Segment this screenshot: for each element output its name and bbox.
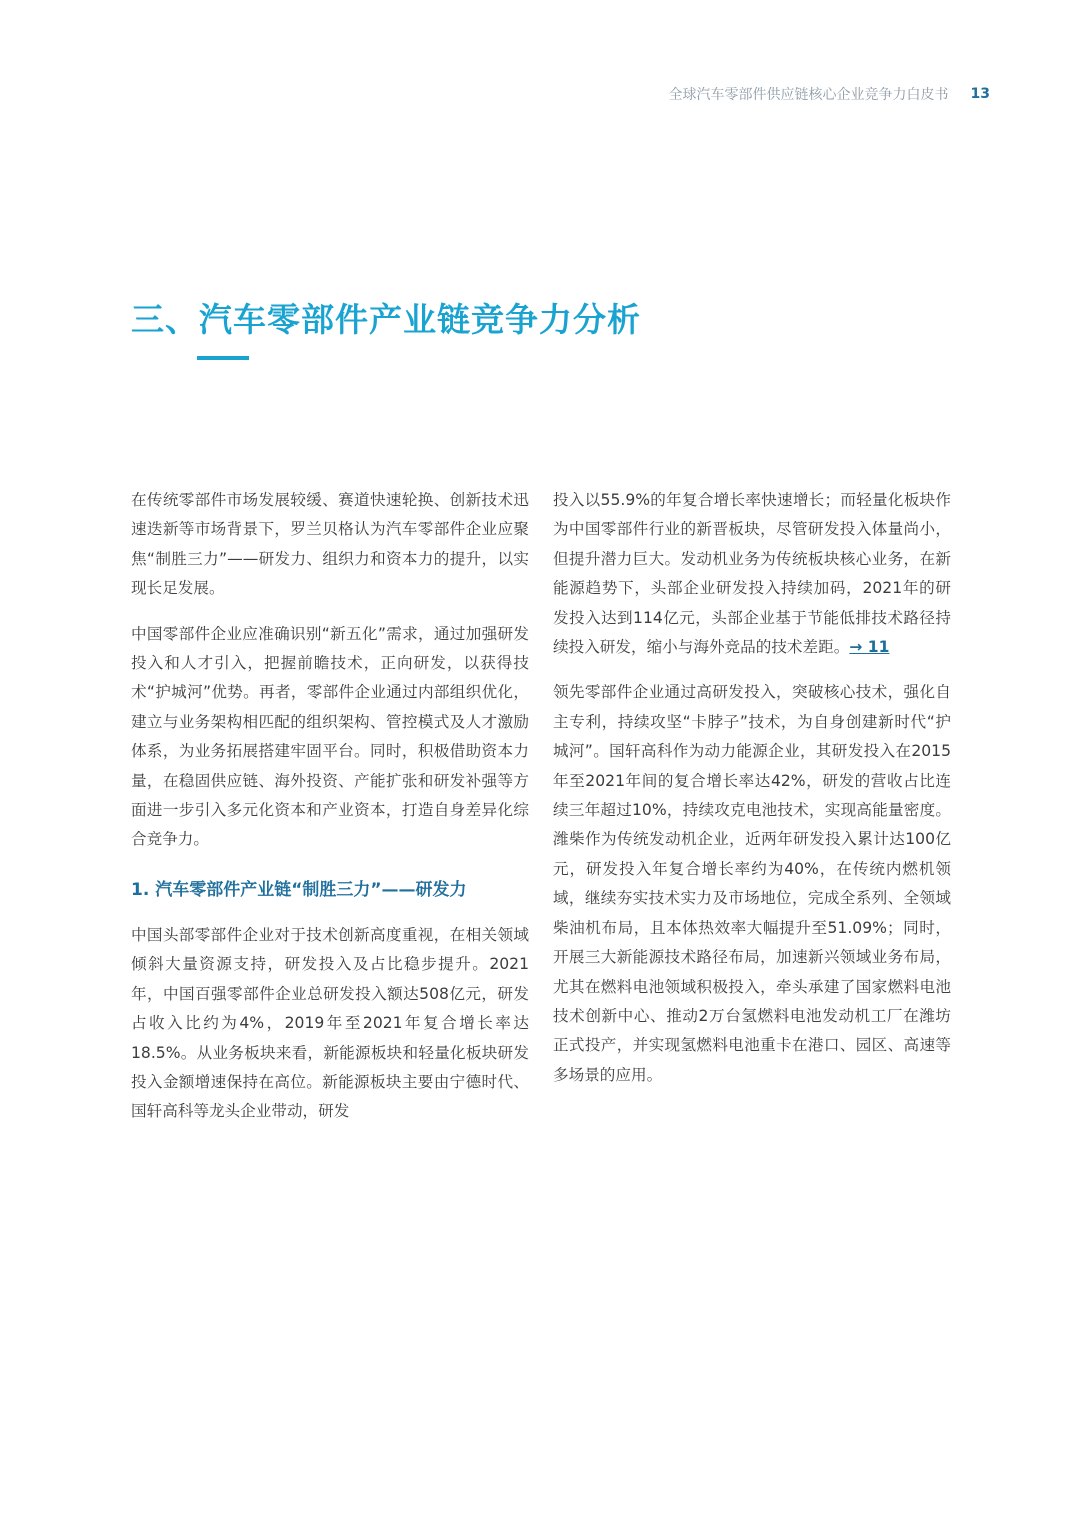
leading-companies-paragraph: 领先零部件企业通过高研发投入，突破核心技术，强化自主专利，持续攻坚“卡脖子”技术，为自身创建新时代“护城河”。国轩高科作为动力能源企业，其研发投入在2015年至2021年间的复合增长率达42%，研发的营收占比连续三年超过10%，持续攻克电池技术，实现高能量密度。潍柴作为传统发动机企业，近两年研发投入累计达100亿元，研发投入年复合增长率约为40%，在传统内燃机领域，继续夯实技术实力及市场地位，完成全系列、全领域柴油机布局，且本体热效率大幅提升至51.09%；同时，开展三大新能源技术路径布局，加速新兴领域业务布局，尤其在燃料电池领域积极投入，牵头承建了国家燃料电池技术创新中心、推动2万台氢燃料电池发动机工厂在潍坊正式投产，并实现氢燃料电池重卡在港口、园区、高速等多场景的应用。 bbox=[553, 683, 951, 1084]
page-header bbox=[669, 84, 990, 104]
intro-paragraph: 在传统零部件市场发展较缓、赛道快速轮换、创新技术迅速迭新等市场背景下，罗兰贝格认为汽车零部件企业应聚焦“制胜三力”——研发力、组织力和资本力的提升，以实现长足发展。 bbox=[131, 491, 529, 598]
rd-continued-text: 投入以55.9%的年复合增长率快速增长；而轻量化板块作为中国零部件行业的新晋板块，尽管研发投入体量尚小，但提升潜力巨大。发动机业务为传统板块核心业务，在新能源趋势下，头部企业研发投入持续加码，2021年的研发投入达到114亿元，头部企业基于节能低排技术路径持续投入研发，缩小与海外竞品的技术差距。 bbox=[553, 491, 951, 657]
rd-paragraph: 中国头部零部件企业对于技术创新高度重视，在相关领域倾斜大量资源支持，研发投入及占比稳步提升。2021年，中国百强零部件企业总研发投入额达508亿元，研发占收入比约为4%，2019年至2021年复合增长率达18.5%。从业务板块来看，新能源板块和轻量化板块研发投入金额增速保持在高位。新能源板块主要由宁德时代、国轩高科等龙头企业带动，研发 bbox=[131, 925, 529, 1121]
right-column bbox=[553, 486, 951, 1106]
rd-continued-paragraph bbox=[553, 486, 951, 662]
section-heading: 1. 汽车零部件产业链“制胜三力”——研发力 bbox=[131, 879, 467, 900]
strategy-paragraph: 中国零部件企业应准确识别“新五化”需求，通过加强研发投入和人才引入，把握前瞻技术，正向研发，以获得技术“护城河”优势。再者，零部件企业通过内部组织优化，建立与业务架构相匹配的组织架构、管控模式及人才激励体系，为业务拓展搭建牢固平台。同时，积极借助资本力量，在稳固供应链、海外投资、产能扩张和研发补强等方面进一步引入多元化资本和产业资本，打造自身差异化综合竞争力。 bbox=[131, 624, 529, 849]
left-column bbox=[131, 486, 529, 1143]
chapter-title: 三、汽车零部件产业链竞争力分析 bbox=[131, 300, 641, 339]
title-underline bbox=[197, 356, 249, 360]
document-title: 全球汽车零部件供应链核心企业竞争力白皮书 bbox=[668, 87, 949, 103]
page-number: 13 bbox=[970, 86, 990, 102]
page-reference-link[interactable]: → 11 bbox=[849, 638, 890, 657]
